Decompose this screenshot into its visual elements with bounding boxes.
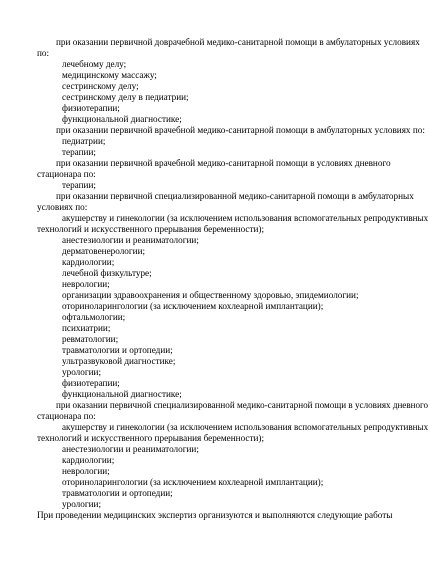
list-item: кардиологии; [62, 455, 115, 465]
text-line [0, 136, 430, 147]
document-text [0, 37, 430, 521]
text-line [0, 59, 430, 70]
list-item: дерматовенерологии; [62, 246, 146, 256]
list-item: физиотерапии; [62, 378, 120, 388]
text-line [0, 488, 430, 499]
list-item: неврологии; [62, 279, 110, 289]
list-item: физиотерапии; [62, 103, 120, 113]
list-item: функциональной диагностике; [62, 114, 182, 124]
text-line [0, 257, 430, 268]
list-item: педиатрии; [62, 136, 106, 146]
text-line [0, 510, 430, 521]
text-line [0, 400, 430, 411]
list-item: акушерству и гинекологии (за исключением использования вспомогательных репродуктивных [62, 422, 429, 432]
paragraph-text: При проведении медицинских экспертиз организуются и выполняются следующие работы [37, 510, 393, 520]
text-line [0, 125, 430, 136]
text-line [0, 114, 430, 125]
list-item: медицинскому массажу; [62, 70, 157, 80]
text-line [0, 202, 430, 213]
list-item-continuation: технологий и искусственного прерывания беременности); [37, 433, 265, 443]
text-line [0, 147, 430, 158]
text-line [0, 268, 430, 279]
text-line [0, 246, 430, 257]
section-heading: при оказании первичной врачебной медико-санитарной помощи в условиях дневного [56, 158, 391, 168]
text-line [0, 411, 430, 422]
text-line [0, 81, 430, 92]
text-line [0, 279, 430, 290]
text-line [0, 334, 430, 345]
text-line [0, 455, 430, 466]
list-item: офтальмологии; [62, 312, 126, 322]
text-line [0, 422, 430, 433]
section-heading: при оказании первичной врачебной медико-санитарной помощи в амбулаторных условиях по: [56, 125, 425, 135]
list-item: организации здравоохранения и общественному здоровью, эпидемиологии; [62, 290, 359, 300]
text-line [0, 191, 430, 202]
list-item: акушерству и гинекологии (за исключением использования вспомогательных репродуктивных [62, 213, 429, 223]
text-line [0, 290, 430, 301]
text-line [0, 499, 430, 510]
list-item: урологии; [62, 367, 101, 377]
text-line [0, 356, 430, 367]
list-item: ультразвуковой диагностике; [62, 356, 176, 366]
text-line [0, 70, 430, 81]
text-line [0, 345, 430, 356]
section-heading-continuation: стационара по: [37, 169, 96, 179]
section-heading-continuation: стационара по: [37, 411, 96, 421]
text-line [0, 235, 430, 246]
text-line [0, 224, 430, 235]
list-item: терапии; [62, 180, 96, 190]
text-line [0, 466, 430, 477]
text-line [0, 37, 430, 48]
text-line [0, 158, 430, 169]
list-item: ревматологии; [62, 334, 119, 344]
list-item: лечебному делу; [62, 59, 127, 69]
text-line [0, 103, 430, 114]
list-item: анестезиологии и реаниматологии; [62, 444, 199, 454]
text-line [0, 477, 430, 488]
list-item: функциональной диагностике; [62, 389, 182, 399]
list-item: анестезиологии и реаниматологии; [62, 235, 199, 245]
section-heading-continuation: условиях по: [37, 202, 88, 212]
text-line [0, 433, 430, 444]
list-item: сестринскому делу в педиатрии; [62, 92, 189, 102]
list-item: травматологии и ортопедии; [62, 488, 173, 498]
text-line [0, 444, 430, 455]
list-item: травматологии и ортопедии; [62, 345, 173, 355]
text-line [0, 367, 430, 378]
list-item: оториноларингологии (за исключением кохлеарной имплантации); [62, 301, 324, 311]
text-line [0, 213, 430, 224]
text-line [0, 323, 430, 334]
list-item: лечебной физкультуре; [62, 268, 152, 278]
text-line [0, 301, 430, 312]
text-line [0, 180, 430, 191]
list-item: кардиологии; [62, 257, 115, 267]
text-line [0, 378, 430, 389]
text-line [0, 312, 430, 323]
list-item: неврологии; [62, 466, 110, 476]
text-line [0, 169, 430, 180]
list-item-continuation: технологий и искусственного прерывания беременности); [37, 224, 265, 234]
list-item: психиатрии; [62, 323, 111, 333]
text-line [0, 92, 430, 103]
section-heading: при оказании первичной специализированной медико-санитарной помощи в амбулаторных [56, 191, 414, 201]
text-line [0, 48, 430, 59]
text-line [0, 389, 430, 400]
list-item: сестринскому делу; [62, 81, 139, 91]
section-heading-continuation: по: [37, 48, 50, 58]
list-item: терапии; [62, 147, 96, 157]
section-heading: при оказании первичной специализированной медико-санитарной помощи в условиях дневного [56, 400, 429, 410]
list-item: оториноларингологии (за исключением кохлеарной имплантации); [62, 477, 324, 487]
list-item: урологии; [62, 499, 101, 509]
section-heading: при оказании первичной доврачебной медико-санитарной помощи в амбулаторных условиях [56, 37, 420, 47]
